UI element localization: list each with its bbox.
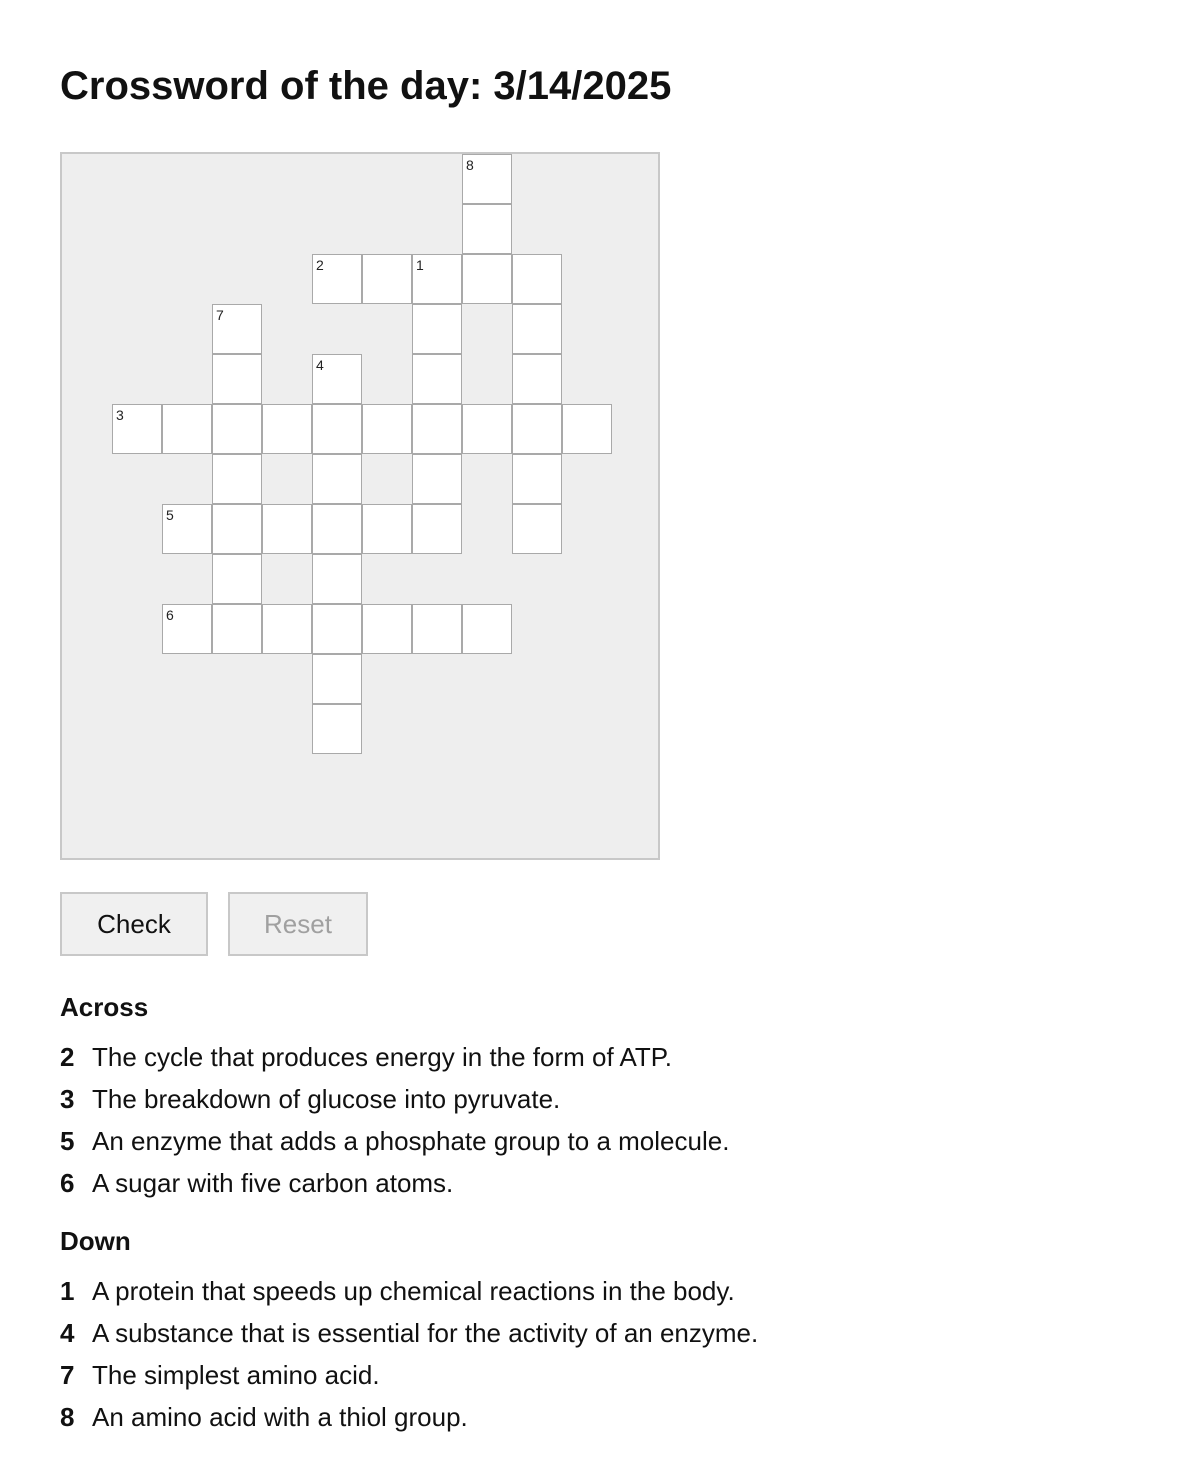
grid-cell[interactable] bbox=[312, 454, 362, 504]
grid-cell-input[interactable] bbox=[463, 155, 511, 203]
clue-text: A sugar with five carbon atoms. bbox=[92, 1168, 454, 1198]
grid-cell-input[interactable] bbox=[513, 355, 561, 403]
grid-cell-input[interactable] bbox=[113, 405, 161, 453]
across-heading: Across bbox=[60, 992, 149, 1022]
grid-cell[interactable] bbox=[412, 504, 462, 554]
grid-cell-input[interactable] bbox=[213, 555, 261, 603]
grid-cell-input[interactable] bbox=[413, 505, 461, 553]
grid-cell[interactable] bbox=[312, 354, 362, 404]
clue-text: The breakdown of glucose into pyruvate. bbox=[92, 1084, 561, 1114]
grid-cell-input[interactable] bbox=[163, 505, 211, 553]
grid-cell-input[interactable] bbox=[363, 605, 411, 653]
grid-cell-input[interactable] bbox=[413, 355, 461, 403]
grid-cell[interactable] bbox=[462, 154, 512, 204]
grid-cell-input[interactable] bbox=[513, 405, 561, 453]
grid-cell-input[interactable] bbox=[413, 455, 461, 503]
grid-cell-input[interactable] bbox=[563, 405, 611, 453]
grid-cell-input[interactable] bbox=[313, 405, 361, 453]
grid-cell[interactable] bbox=[412, 604, 462, 654]
clue-number-label: 6 bbox=[166, 607, 174, 623]
grid-cell[interactable] bbox=[312, 404, 362, 454]
across-clue bbox=[60, 1126, 729, 1168]
grid-cell-input[interactable] bbox=[213, 605, 261, 653]
grid-cell[interactable] bbox=[412, 304, 462, 354]
across-clue bbox=[60, 1168, 729, 1210]
grid-cell-input[interactable] bbox=[463, 405, 511, 453]
grid-cell-input[interactable] bbox=[363, 505, 411, 553]
clue-text: A protein that speeds up chemical reactions in the body. bbox=[92, 1276, 735, 1306]
grid-cell[interactable] bbox=[412, 404, 462, 454]
clue-text: An amino acid with a thiol group. bbox=[92, 1402, 468, 1432]
grid-cell[interactable] bbox=[362, 254, 412, 304]
grid-cell[interactable] bbox=[512, 454, 562, 504]
clue-number-label: 4 bbox=[316, 357, 324, 373]
grid-cell-input[interactable] bbox=[163, 605, 211, 653]
grid-cell[interactable] bbox=[262, 404, 312, 454]
grid-cell[interactable] bbox=[412, 454, 462, 504]
grid-cell-input[interactable] bbox=[313, 605, 361, 653]
grid-cell[interactable] bbox=[362, 504, 412, 554]
grid-cell[interactable] bbox=[162, 504, 212, 554]
grid-cell-input[interactable] bbox=[213, 355, 261, 403]
grid-cell[interactable] bbox=[462, 604, 512, 654]
grid-cell[interactable] bbox=[212, 604, 262, 654]
grid-cell[interactable] bbox=[262, 604, 312, 654]
grid-cell-input[interactable] bbox=[313, 455, 361, 503]
grid-cell-input[interactable] bbox=[213, 305, 261, 353]
grid-cell[interactable] bbox=[312, 604, 362, 654]
grid-cell-input[interactable] bbox=[313, 555, 361, 603]
down-clue bbox=[60, 1318, 758, 1360]
clue-number-label: 5 bbox=[166, 507, 174, 523]
down-clue-list bbox=[60, 1276, 758, 1444]
grid-cell-input[interactable] bbox=[463, 605, 511, 653]
down-clue bbox=[60, 1276, 758, 1318]
grid-cell-input[interactable] bbox=[263, 605, 311, 653]
grid-cell[interactable] bbox=[312, 504, 362, 554]
down-clue bbox=[60, 1402, 758, 1444]
down-heading: Down bbox=[60, 1226, 131, 1256]
grid-cell[interactable] bbox=[112, 404, 162, 454]
grid-cell[interactable] bbox=[212, 554, 262, 604]
grid-cell[interactable] bbox=[562, 404, 612, 454]
grid-cell-input[interactable] bbox=[213, 505, 261, 553]
grid-cell-input[interactable] bbox=[163, 405, 211, 453]
grid-cell[interactable] bbox=[512, 404, 562, 454]
grid-cell-input[interactable] bbox=[413, 255, 461, 303]
clue-number: 7 bbox=[60, 1360, 75, 1390]
clue-text: An enzyme that adds a phosphate group to a molecule. bbox=[92, 1126, 730, 1156]
grid-cell[interactable] bbox=[412, 354, 462, 404]
grid-cell-input[interactable] bbox=[413, 605, 461, 653]
down-clue bbox=[60, 1360, 758, 1402]
clue-number: 3 bbox=[60, 1084, 75, 1114]
clue-text: The cycle that produces energy in the form of ATP. bbox=[92, 1042, 673, 1072]
grid-cell[interactable] bbox=[312, 254, 362, 304]
grid-cell-input[interactable] bbox=[313, 705, 361, 753]
grid-cell[interactable] bbox=[512, 254, 562, 304]
clue-number-label: 7 bbox=[216, 307, 224, 323]
grid-cell[interactable] bbox=[512, 354, 562, 404]
grid-cell[interactable] bbox=[212, 354, 262, 404]
grid-cell-input[interactable] bbox=[313, 505, 361, 553]
across-clue bbox=[60, 1042, 729, 1084]
grid-cell-input[interactable] bbox=[363, 405, 411, 453]
grid-cell-input[interactable] bbox=[513, 455, 561, 503]
grid-cell-input[interactable] bbox=[263, 405, 311, 453]
check-button[interactable]: Check bbox=[60, 892, 208, 956]
grid-cell[interactable] bbox=[262, 504, 312, 554]
clue-number: 5 bbox=[60, 1126, 75, 1156]
grid-cell-input[interactable] bbox=[463, 255, 511, 303]
grid-cell[interactable] bbox=[162, 604, 212, 654]
grid-cell-input[interactable] bbox=[313, 255, 361, 303]
clue-number-label: 8 bbox=[466, 157, 474, 173]
grid-cell[interactable] bbox=[362, 404, 412, 454]
across-clue-list bbox=[60, 1042, 729, 1210]
grid-cell[interactable] bbox=[362, 604, 412, 654]
reset-button[interactable]: Reset bbox=[228, 892, 368, 956]
grid-cell-input[interactable] bbox=[213, 455, 261, 503]
grid-cell[interactable] bbox=[312, 704, 362, 754]
grid-cell-input[interactable] bbox=[463, 205, 511, 253]
across-clue bbox=[60, 1084, 729, 1126]
grid-cell-input[interactable] bbox=[513, 305, 561, 353]
grid-cell[interactable] bbox=[212, 504, 262, 554]
clue-number-label: 2 bbox=[316, 257, 324, 273]
clue-number: 4 bbox=[60, 1318, 75, 1348]
clue-text: The simplest amino acid. bbox=[92, 1360, 380, 1390]
clue-number-label: 1 bbox=[416, 257, 424, 273]
clue-number: 1 bbox=[60, 1276, 75, 1306]
grid-cell-input[interactable] bbox=[513, 255, 561, 303]
grid-cell[interactable] bbox=[462, 204, 512, 254]
grid-cell[interactable] bbox=[462, 404, 512, 454]
grid-cell-input[interactable] bbox=[313, 355, 361, 403]
grid-cell-input[interactable] bbox=[513, 505, 561, 553]
grid-cell-input[interactable] bbox=[313, 655, 361, 703]
grid-cell[interactable] bbox=[162, 404, 212, 454]
grid-cell[interactable] bbox=[412, 254, 462, 304]
clue-number: 8 bbox=[60, 1402, 75, 1432]
clue-number: 6 bbox=[60, 1168, 75, 1198]
grid-cell-input[interactable] bbox=[413, 305, 461, 353]
grid-cell[interactable] bbox=[212, 454, 262, 504]
grid-cell[interactable] bbox=[312, 654, 362, 704]
clue-number-label: 3 bbox=[116, 407, 124, 423]
grid-cell[interactable] bbox=[212, 304, 262, 354]
clue-number: 2 bbox=[60, 1042, 75, 1072]
grid-cell-input[interactable] bbox=[263, 505, 311, 553]
page-title: Crossword of the day: 3/14/2025 bbox=[60, 64, 672, 108]
grid-cell[interactable] bbox=[512, 304, 562, 354]
grid-cell-input[interactable] bbox=[213, 405, 261, 453]
grid-cell[interactable] bbox=[512, 504, 562, 554]
grid-cell[interactable] bbox=[212, 404, 262, 454]
crossword-grid bbox=[60, 152, 660, 860]
grid-cell[interactable] bbox=[462, 254, 512, 304]
grid-cell-input[interactable] bbox=[413, 405, 461, 453]
grid-cell-input[interactable] bbox=[363, 255, 411, 303]
grid-cell[interactable] bbox=[312, 554, 362, 604]
clue-text: A substance that is essential for the activity of an enzyme. bbox=[92, 1318, 759, 1348]
